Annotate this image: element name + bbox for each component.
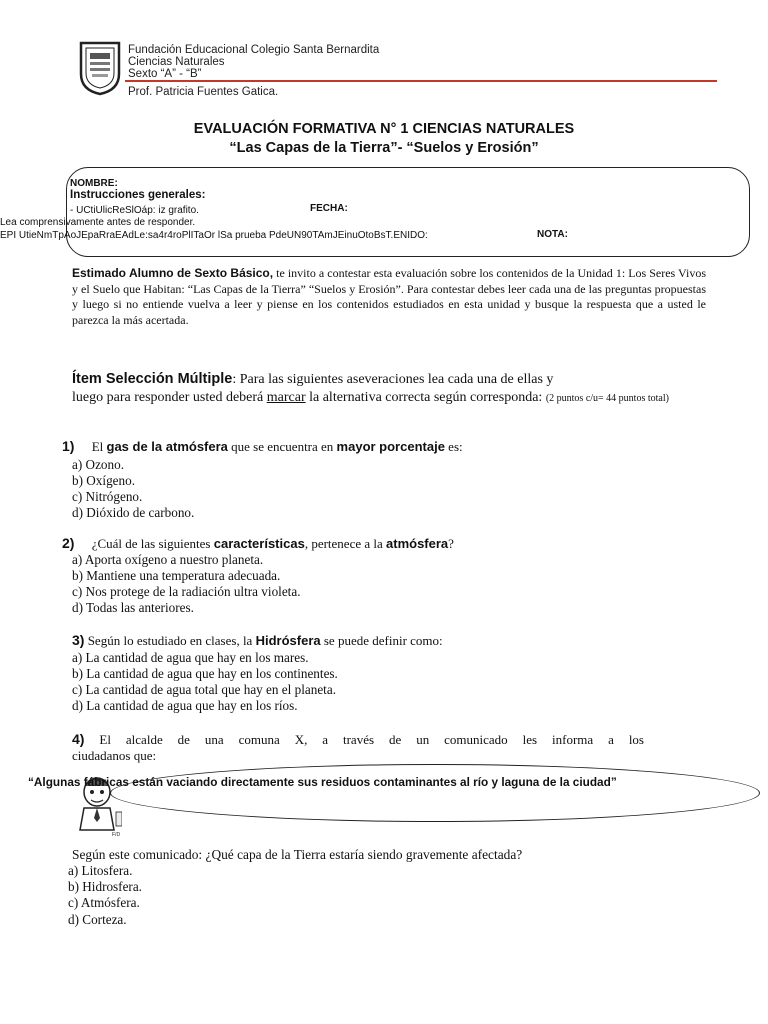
q1-option-c[interactable]: c) Nitrógeno. xyxy=(72,489,143,504)
question-2-bold-1: características xyxy=(213,536,305,551)
header-divider xyxy=(125,80,717,82)
name-label: NOMBRE: xyxy=(70,178,118,189)
question-4-prompt: Según este comunicado: ¿Qué capa de la Tierra estaría siendo gravemente afectada? xyxy=(72,847,523,862)
q1-option-b[interactable]: b) Oxígeno. xyxy=(72,473,135,488)
question-2 xyxy=(62,535,454,552)
speech-bubble xyxy=(110,764,760,822)
q3-option-d[interactable]: d) La cantidad de agua que hay en los ríos. xyxy=(72,698,298,713)
section-points: (2 puntos c/u= 44 puntos total) xyxy=(545,393,669,404)
q2-option-d[interactable]: d) Todas las anteriores. xyxy=(72,600,194,615)
question-2-text: ¿Cuál de las siguientes xyxy=(91,536,214,551)
question-3-bold-1: Hidrósfera xyxy=(255,633,321,648)
course-name: Sexto “A” - “B” xyxy=(128,68,202,80)
q4-option-d[interactable]: d) Corteza. xyxy=(68,912,127,927)
section-text-1: : Para las siguientes aseveraciones lea cada una de ellas y xyxy=(232,372,554,387)
question-1-bold-1: gas de la atmósfera xyxy=(106,439,228,454)
question-1-text-3: es: xyxy=(444,439,463,454)
q3-option-c[interactable]: c) La cantidad de agua total que hay en el planeta. xyxy=(72,682,336,697)
q3-option-b[interactable]: b) La cantidad de agua que hay en los continentes. xyxy=(72,666,338,681)
intro-body: te invito a contestar esta evaluación sobre los contenidos de la Unidad 1: Los Seres Vivos y el Suelo que Habitan: “Las Capas de la Tierra” “Suelos y Erosión”. Para contestar debes leer cada una de las preguntas propuestas y luego si no entiende vuelva a leer y piense en los contenidos estudiados en esta unidad y busque la respuesta que a usted le parezca la más acertada. xyxy=(72,266,707,327)
question-1-bold-2: mayor porcentaje xyxy=(336,439,445,454)
question-1-number: 1) xyxy=(62,438,75,454)
section-title: Ítem Selección Múltiple xyxy=(72,371,233,387)
q2-option-a[interactable]: a) Aporta oxígeno a nuestro planeta. xyxy=(72,552,264,567)
mayor-quote: “Algunas fábricas están vaciando directamente sus residuos contaminantes al río y laguna de la ciudad” xyxy=(28,775,617,789)
q2-option-b[interactable]: b) Mantiene una temperatura adecuada. xyxy=(72,568,281,583)
question-4-line-2: ciudadanos que: xyxy=(72,748,157,763)
question-1-text-2: que se encuentra en xyxy=(227,439,337,454)
intro-lead: Estimado Alumno de Sexto Básico, xyxy=(72,266,274,280)
teacher-name: Prof. Patricia Fuentes Gatica. xyxy=(128,86,279,98)
intro-paragraph xyxy=(72,266,706,328)
question-3-text-2: se puede definir como: xyxy=(320,633,443,648)
svg-text:F/D: F/D xyxy=(112,832,121,838)
q4-option-a[interactable]: a) Litosfera. xyxy=(68,863,133,878)
question-4 xyxy=(72,731,644,748)
subject-name: Ciencias Naturales xyxy=(128,56,225,68)
q4-option-c[interactable]: c) Atmósfera. xyxy=(68,895,140,910)
question-2-text-3: ? xyxy=(448,536,454,551)
section-text-2a: luego para responder usted deberá xyxy=(72,390,267,405)
school-logo xyxy=(77,40,123,96)
page-title: EVALUACIÓN FORMATIVA N° 1 CIENCIAS NATURALES xyxy=(193,121,575,137)
instruction-1: - UCtiUlicReSlOáp: iz grafito. xyxy=(70,205,199,216)
q2-option-c[interactable]: c) Nos protege de la radiación ultra violeta. xyxy=(72,584,301,599)
instruction-2: Lea comprensivamente antes de responder. xyxy=(0,217,196,228)
question-3-number: 3) xyxy=(72,632,85,648)
question-2-text-2: , pertenece a la xyxy=(304,536,387,551)
question-4-number: 4) xyxy=(72,731,85,747)
page-subtitle: “Las Capas de la Tierra”- “Suelos y Erosión” xyxy=(229,140,539,156)
q3-option-a[interactable]: a) La cantidad de agua que hay en los mares. xyxy=(72,650,309,665)
question-2-bold-2: atmósfera xyxy=(386,536,449,551)
question-2-number: 2) xyxy=(62,535,75,551)
question-4-line-1: El alcalde de una comuna X, a través de un comunicado les informa a los xyxy=(99,732,644,747)
grade-label: NOTA: xyxy=(537,229,568,240)
q1-option-d[interactable]: d) Dióxido de carbono. xyxy=(72,505,195,520)
section-text-mark: marcar xyxy=(266,390,306,405)
instructions-heading: Instrucciones generales: xyxy=(70,189,206,201)
school-name: Fundación Educacional Colegio Santa Bernardita xyxy=(128,44,380,56)
q1-option-a[interactable]: a) Ozono. xyxy=(72,457,124,472)
section-text-2c: la alternativa correcta según corresponda: xyxy=(305,390,546,405)
question-1-text: El xyxy=(91,439,107,454)
question-3 xyxy=(72,632,443,649)
instruction-3: EPI UtieNmTpAoJEpaRraEAdLe:sa4r4roPlITaOr lSa prueba PdeUN90TAmJEinuOtoBsT.ENIDO: xyxy=(0,230,428,241)
section-header xyxy=(72,370,712,408)
question-1 xyxy=(62,438,463,455)
question-3-text: Según lo estudiado en clases, la xyxy=(84,633,256,648)
q4-option-b[interactable]: b) Hidrosfera. xyxy=(68,879,142,894)
date-label: FECHA: xyxy=(310,203,348,214)
